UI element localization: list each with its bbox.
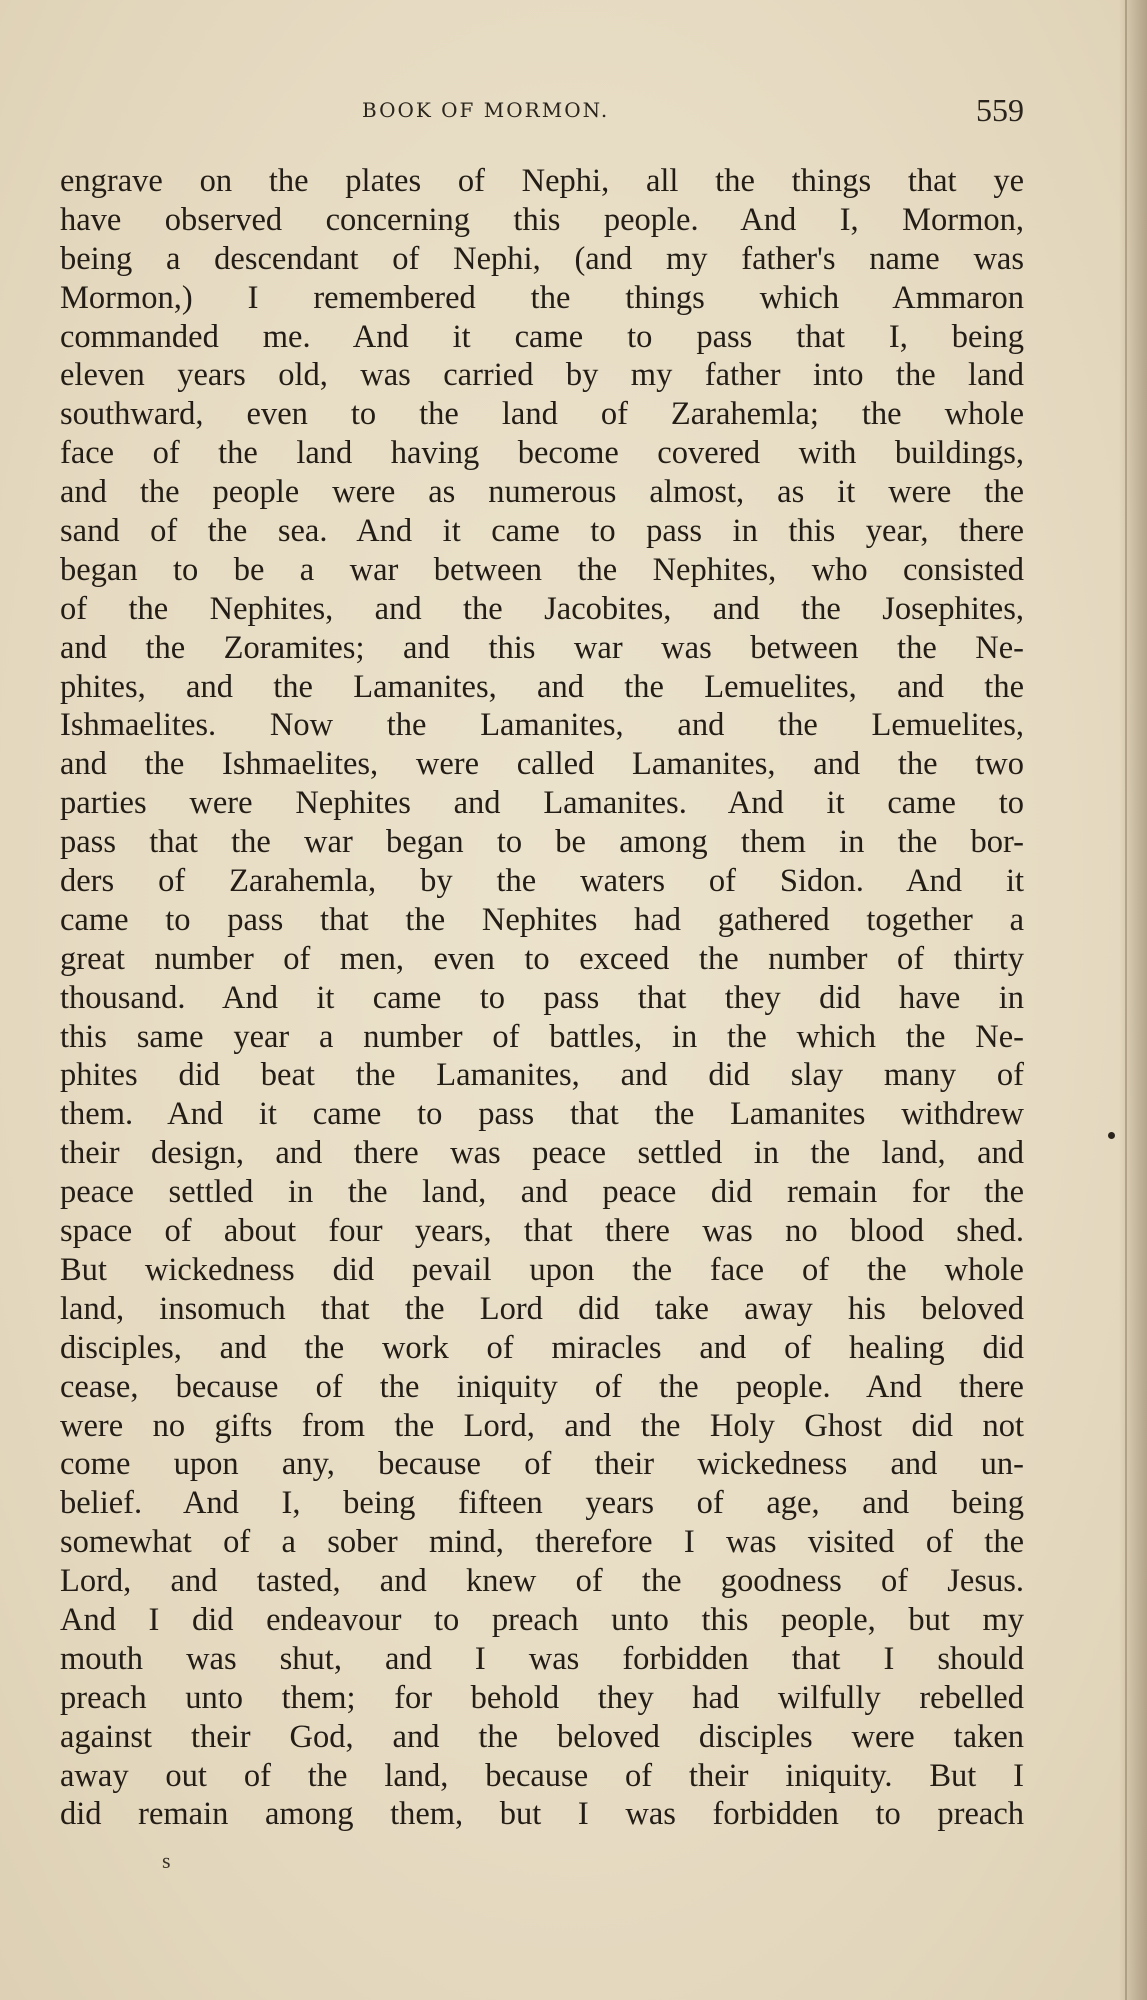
body-text	[60, 162, 1024, 1834]
text-line: came to pass that the Nephites had gathered together a	[60, 901, 1024, 938]
text-line: disciples, and the work of miracles and of healing did	[60, 1329, 1024, 1366]
text-line: and the Ishmaelites, were called Lamanites, and the two	[60, 746, 1024, 783]
signature-mark: s	[162, 1848, 171, 1873]
text-line: space of about four years, that there was no blood shed.	[60, 1213, 1024, 1250]
running-title: BOOK OF MORMON.	[362, 98, 610, 122]
text-line: have observed concerning this people. And I, Mormon,	[60, 201, 1024, 238]
text-line: parties were Nephites and Lamanites. And it came to	[60, 785, 1024, 822]
text-line: of the Nephites, and the Jacobites, and the Josephites,	[60, 590, 1024, 627]
text-line: and the people were as numerous almost, as it were the	[60, 474, 1024, 511]
text-line: Lord, and tasted, and knew of the goodness of Jesus.	[60, 1563, 1024, 1600]
text-line: belief. And I, being fifteen years of age, and being	[60, 1485, 1024, 1522]
text-line: land, insomuch that the Lord did take away his beloved	[60, 1290, 1024, 1327]
text-line: pass that the war began to be among them in the bor-	[60, 824, 1024, 861]
text-line: mouth was shut, and I was forbidden that I should	[60, 1640, 1024, 1677]
text-line: Ishmaelites. Now the Lamanites, and the Lemuelites,	[60, 707, 1024, 744]
text-line: But wickedness did pevail upon the face of the whole	[60, 1251, 1024, 1288]
page-number: 559	[976, 92, 1024, 128]
text-line: thousand. And it came to pass that they did have in	[60, 979, 1024, 1016]
text-line: began to be a war between the Nephites, who consisted	[60, 551, 1024, 588]
text-line: sand of the sea. And it came to pass in this year, there	[60, 513, 1024, 550]
text-line: away out of the land, because of their iniquity. But I	[60, 1757, 1024, 1794]
text-line: southward, even to the land of Zarahemla; the whole	[60, 396, 1024, 433]
text-line: somewhat of a sober mind, therefore I was visited of the	[60, 1524, 1024, 1561]
text-line: commanded me. And it came to pass that I, being	[60, 318, 1024, 355]
text-line: did remain among them, but I was forbidden to preach	[60, 1796, 1024, 1833]
text-line: ders of Zarahemla, by the waters of Sidon. And it	[60, 863, 1024, 900]
text-line: being a descendant of Nephi, (and my father's name was	[60, 240, 1024, 277]
text-line: And I did endeavour to preach unto this people, but my	[60, 1601, 1024, 1638]
text-line: engrave on the plates of Nephi, all the things that ye	[60, 163, 1024, 199]
text-line: phites, and the Lamanites, and the Lemuelites, and the	[60, 668, 1024, 705]
gutter-line	[1125, 0, 1127, 2000]
ink-speck	[1108, 1132, 1115, 1139]
text-line: come upon any, because of their wickedness and un-	[60, 1446, 1024, 1483]
text-line: and the Zoramites; and this war was between the Ne-	[60, 629, 1024, 666]
text-line: them. And it came to pass that the Lamanites withdrew	[60, 1096, 1024, 1133]
page-header	[62, 92, 1024, 132]
text-line: cease, because of the iniquity of the people. And there	[60, 1368, 1024, 1405]
text-line: preach unto them; for behold they had wilfully rebelled	[60, 1679, 1024, 1716]
text-line: their design, and there was peace settled in the land, and	[60, 1135, 1024, 1172]
text-line: phites did beat the Lamanites, and did slay many of	[60, 1057, 1024, 1094]
text-line: Mormon,) I remembered the things which Ammaron	[60, 279, 1024, 316]
gutter-shadow	[1119, 0, 1147, 2000]
text-line: face of the land having become covered with buildings,	[60, 435, 1024, 472]
text-line: peace settled in the land, and peace did remain for the	[60, 1174, 1024, 1211]
text-line: were no gifts from the Lord, and the Holy Ghost did not	[60, 1407, 1024, 1444]
text-line: against their God, and the beloved disciples were taken	[60, 1718, 1024, 1755]
text-line: great number of men, even to exceed the number of thirty	[60, 940, 1024, 977]
text-line: this same year a number of battles, in the which the Ne-	[60, 1018, 1024, 1055]
text-line: eleven years old, was carried by my father into the land	[60, 357, 1024, 394]
